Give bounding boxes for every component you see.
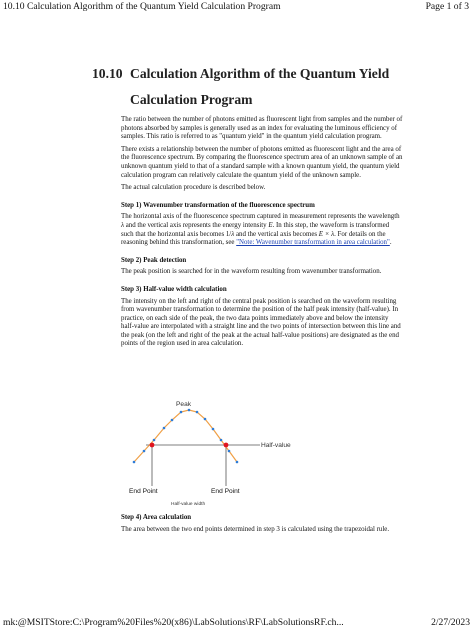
data-point (180, 411, 183, 414)
step2-heading: Step 2) Peak detection (121, 256, 187, 264)
header-page-indicator: Page 1 of 3 (425, 1, 469, 12)
body-text-upper (121, 116, 403, 353)
section-title-line1: Calculation Algorithm of the Quantum Yield (130, 66, 390, 81)
body-text-lower (121, 514, 403, 538)
data-point (204, 418, 207, 421)
data-point (163, 427, 166, 430)
step4-heading: Step 4) Area calculation (121, 514, 192, 521)
step2-paragraph: The peak position is searched for in the waveform resulting from wavenumber transformation. (121, 268, 382, 276)
data-points (133, 409, 239, 464)
data-point (153, 439, 156, 442)
data-point (171, 419, 174, 422)
data-point (220, 439, 223, 442)
intro-paragraph: The ratio between the number of photons emitted as fluorescent light from samples and the number of photons absorbed by samples is generally used as an index for evaluating the luminous efficiency of samples. This ratio is referred to as "quantum yield" in the quantum yield calculation program. (121, 116, 403, 141)
intro-paragraph: There exists a relationship between the number of photons emitted as fluorescent light and the area of the fluorescence spectrum. By comparing the fluorescence spectrum area of an unknown sample of an unknown quantum yield to that of a standard sample with a known quantum yield, the quantum yield calculation program can relatively calculate the quantum yield of the unknown sample. (121, 145, 403, 179)
intro-paragraph: The actual calculation procedure is described below. (121, 184, 266, 192)
section-title (92, 66, 389, 82)
footer-date: 2/27/2023 (431, 617, 470, 628)
footer-url: mk:@MSITStore:C:\Program%20Files%20(x86)\LabSolutions\RF\LabSolutionsRF.ch... (3, 617, 344, 628)
end-point-marker-left (150, 443, 155, 448)
step3-paragraph: The intensity on the left and right of the central peak position is searched on the waveform resulting from wavenumber transformation to determine the position of the half peak intensity (half-value). In practice, on each side of the peak, the two data points immediately above and below the intensity half-value are interpolated with a straight line and the two points of intersection between this line and the peak (on the left and right of the peak at the actual half-value positions) are designated as the end points of the region used in area calculation. (121, 297, 401, 348)
peak-label: Peak (176, 401, 192, 408)
data-point (143, 450, 146, 453)
end-point-label-right: End Point (211, 488, 240, 495)
end-point-label-left: End Point (129, 488, 158, 495)
page-footer (0, 615, 474, 631)
half-value-width-figure (124, 398, 291, 510)
data-point (196, 411, 199, 414)
figure-caption: Half-value width (171, 502, 206, 507)
data-point (236, 461, 239, 464)
data-point (188, 409, 191, 412)
note-wavenumber-link[interactable]: "Note: Wavenumber transformation in area calculation" (236, 239, 390, 247)
page-header (0, 0, 474, 14)
step1-heading: Step 1) Wavenumber transformation of the fluorescence spectrum (121, 201, 315, 209)
step1-paragraph: The horizontal axis of the fluorescence spectrum captured in measurement represents the wavelength λ and the vertical axis represents the energy intensity E. In this step, the waveform is transformed such that the horizontal axis becomes 1/λ and the vertical axis becomes E × λ. For details on the reasoning behind this transformation, see "Note: Wavenumber transformation in area calculation". (121, 213, 400, 247)
data-point (133, 461, 136, 464)
data-point (228, 450, 231, 453)
step3-heading: Step 3) Half-value width calculation (121, 285, 227, 293)
section-number: 10.10 (92, 66, 123, 81)
step4-paragraph: The area between the two end points determined in step 3 is calculated using the trapezoidal rule. (121, 525, 390, 533)
section-title-line2: Calculation Program (130, 92, 253, 107)
spectrum-curve (134, 410, 237, 462)
data-point (212, 428, 215, 431)
half-value-diagram (124, 398, 291, 510)
header-doc-title: 10.10 Calculation Algorithm of the Quantum Yield Calculation Program (3, 1, 281, 12)
end-point-marker-right (224, 443, 229, 448)
half-value-label: Half-value (261, 442, 291, 449)
